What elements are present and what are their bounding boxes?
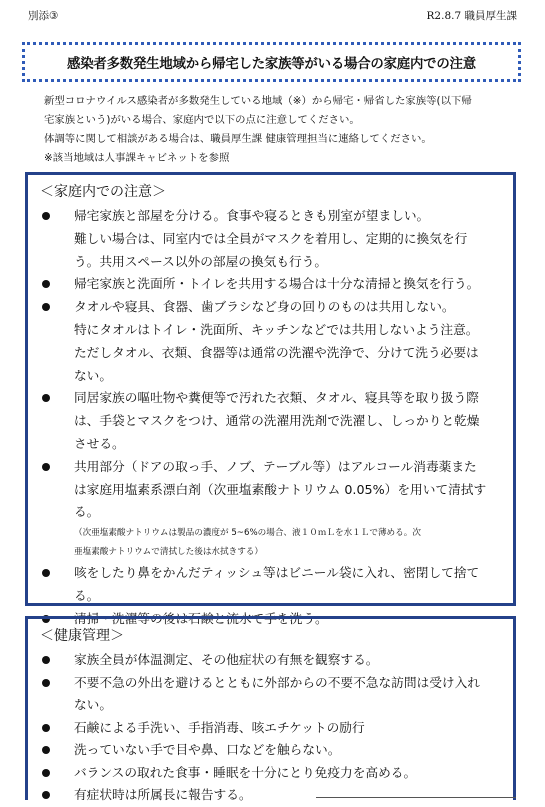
- bullet-icon: [42, 791, 50, 799]
- item-text: バランスの取れた食事・睡眠を十分にとり免疫力を高める。: [74, 764, 417, 780]
- intro-line: 宅家族という)がいる場合、家庭内で以下の点に注意してください。: [44, 114, 360, 126]
- item-text: ない。: [74, 367, 113, 383]
- attachment-label: 別添③: [28, 10, 59, 22]
- bullet-icon: [42, 394, 50, 402]
- item-text: タオルや寝具、食器、歯ブラシなど身の回りのものは共用しない。: [74, 299, 455, 315]
- list-item: [38, 717, 503, 740]
- intro-line: ※該当地域は人事課キャビネットを参照: [44, 152, 230, 164]
- item-text: 特にタオルはトイレ・洗面所、キッチンなどでは共用しないよう注意。: [74, 321, 479, 337]
- bullet-icon: [42, 463, 50, 471]
- home-precautions-box: [25, 172, 516, 626]
- bullet-icon: [42, 303, 50, 311]
- item-text: ない。: [74, 697, 113, 712]
- page-title: 感染者多数発生地域から帰宅した家族等がいる場合の家庭内での注意: [67, 56, 476, 72]
- bullet-icon: [42, 769, 50, 777]
- item-text: う。共用スペース以外の部屋の換気も行う。: [74, 253, 328, 269]
- bullet-icon: [42, 656, 50, 664]
- list-item: [38, 456, 503, 562]
- list-item: [38, 672, 503, 717]
- list-item: [38, 762, 503, 785]
- health-management-list: [38, 649, 503, 807]
- home-precautions-list: [38, 205, 503, 631]
- health-management-box: [25, 616, 516, 800]
- list-item: [38, 784, 503, 807]
- item-text: 清掃・洗濯等の後は石鹸と流水で手を洗う。: [74, 610, 328, 626]
- date-department: R2.8.7 職員厚生課: [426, 10, 517, 22]
- intro-line: 新型コロナウイルス感染者が多数発生している地域（※）から帰宅・帰省した家族等(以下帰: [44, 95, 472, 107]
- bullet-icon: [42, 679, 50, 687]
- item-text: 同居家族の嘔吐物や糞便等で汚れた衣類、タオル、寝具等を取り扱う際: [74, 390, 479, 406]
- item-text: 帰宅家族と部屋を分ける。食事や寝るときも別室が望ましい。: [74, 208, 430, 223]
- intro-text: [44, 92, 514, 168]
- item-text: 洗っていない手で目や鼻、口などを触らない。: [74, 742, 341, 757]
- list-item: [38, 562, 503, 608]
- list-item: [38, 387, 503, 455]
- list-item: [38, 649, 503, 672]
- item-text: 共用部分（ドアの取っ手、ノブ、テーブル等）はアルコール消毒薬また: [74, 458, 477, 474]
- bullet-icon: [42, 212, 50, 220]
- item-text: 咳をしたり鼻をかんだティッシュ等はビニール袋に入れ、密閉して捨て: [74, 565, 480, 581]
- item-note: 亜塩素酸ナトリウムで清拭した後は水拭きする）: [74, 547, 263, 558]
- item-text: 有症状時は所属長に報告する。: [74, 787, 252, 802]
- list-item: [38, 205, 503, 273]
- list-item: [38, 296, 503, 387]
- footer-rule: [316, 797, 516, 801]
- item-text: る。: [74, 504, 100, 520]
- bullet-icon: [42, 280, 50, 288]
- item-text: ただしタオル、衣類、食器等は通常の洗濯や洗浄で、分けて洗う必要は: [74, 344, 479, 360]
- bullet-icon: [42, 724, 50, 732]
- item-text: 帰宅家族と洗面所・トイレを共用する場合は十分な清掃と換気を行う。: [74, 276, 480, 292]
- item-text: させる。: [74, 435, 125, 451]
- home-precautions-heading: ＜家庭内での注意＞: [40, 184, 166, 200]
- bullet-icon: [42, 746, 50, 754]
- intro-line: 体調等に関して相談がある場合は、職員厚生課 健康管理担当に連絡してください。: [44, 133, 432, 145]
- item-text: 難しい場合は、同室内では全員がマスクを着用し、定期的に換気を行: [74, 230, 468, 246]
- item-text: 石鹸による手洗い、手指消毒、咳エチケットの励行: [74, 719, 365, 735]
- title-box: [22, 42, 521, 82]
- item-text: る。: [74, 587, 100, 603]
- health-management-heading: ＜健康管理＞: [40, 628, 124, 644]
- item-text: は家庭用塩素系漂白剤（次亜塩素酸ナトリウム 0.05%）を用いて清拭す: [74, 481, 487, 497]
- bullet-icon: [42, 569, 50, 577]
- item-text: 家族全員が体温測定、その他症状の有無を観察する。: [74, 652, 379, 667]
- list-item: [38, 273, 503, 296]
- item-note: （次亜塩素酸ナトリウムは製品の濃度が 5~6%の場合、液１０ｍＬを水１Ｌで薄める。次: [74, 528, 421, 539]
- item-text: 不要不急の外出を避けるとともに外部からの不要不急な訪問は受け入れ: [74, 674, 480, 690]
- list-item: [38, 739, 503, 762]
- item-text: は、手袋とマスクをつけ、通常の洗濯用洗剤で洗濯し、しっかりと乾燥: [74, 413, 480, 429]
